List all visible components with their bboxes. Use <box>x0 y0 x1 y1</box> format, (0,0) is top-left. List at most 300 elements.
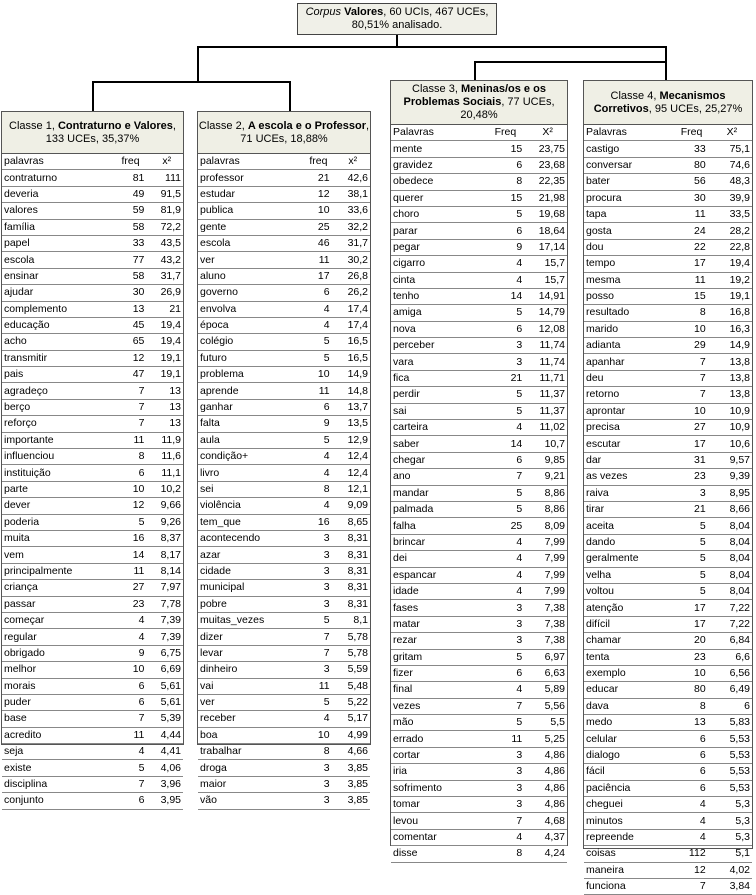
word-cell: tempo <box>584 256 671 272</box>
word-cell: gosta <box>584 223 671 239</box>
chi2-cell: 3,85 <box>336 793 370 809</box>
table-header-row <box>198 154 370 170</box>
chi2-cell: 22,35 <box>528 174 567 190</box>
chi2-cell: 7,99 <box>528 534 567 550</box>
freq-cell: 6 <box>111 694 151 710</box>
freq-cell: 4 <box>111 612 151 628</box>
freq-cell: 5 <box>301 334 335 350</box>
chi2-cell: 6,75 <box>150 645 183 661</box>
word-cell: mente <box>391 141 483 157</box>
chi2-cell: 10,2 <box>150 481 183 497</box>
class-title: Classe 4, Mecanismos Corretivos, 95 UCEs, 25,27% <box>593 89 743 115</box>
freq-cell: 8 <box>483 846 529 862</box>
word-cell: iria <box>391 764 483 780</box>
chi2-cell: 14,91 <box>528 288 567 304</box>
freq-cell: 3 <box>483 780 529 796</box>
freq-cell: 56 <box>671 174 711 190</box>
freq-cell: 11 <box>301 383 335 399</box>
chi2-cell: 8,31 <box>336 563 370 579</box>
freq-cell: 23 <box>111 596 151 612</box>
table-row <box>198 498 370 514</box>
chi2-cell: 13 <box>150 399 183 415</box>
word-cell: rezar <box>391 633 483 649</box>
freq-cell: 16 <box>301 514 335 530</box>
table-row <box>584 797 752 813</box>
table-row <box>584 387 752 403</box>
table-row <box>2 760 183 776</box>
word-cell: dava <box>584 698 671 714</box>
chi2-cell: 8,66 <box>712 501 752 517</box>
table-row <box>2 170 183 186</box>
table-header-row <box>391 125 567 141</box>
table-row <box>584 731 752 747</box>
freq-cell: 8 <box>301 744 335 760</box>
table-row <box>584 206 752 222</box>
table-row <box>391 731 567 747</box>
table-row <box>198 711 370 727</box>
freq-cell: 6 <box>111 465 151 481</box>
table-row <box>584 715 752 731</box>
word-cell: cidade <box>198 563 301 579</box>
word-cell: dando <box>584 534 671 550</box>
table-row <box>2 350 183 366</box>
freq-cell: 59 <box>111 203 151 219</box>
table-row <box>2 432 183 448</box>
chi2-cell: 8,17 <box>150 547 183 563</box>
chi2-cell: 13 <box>150 416 183 432</box>
word-cell: mandar <box>391 485 483 501</box>
tree-left-drop <box>197 46 199 82</box>
word-cell: maior <box>198 776 301 792</box>
chi2-cell: 8,09 <box>528 518 567 534</box>
freq-cell: 10 <box>301 203 335 219</box>
word-cell: conjunto <box>2 793 111 809</box>
table-row <box>2 383 183 399</box>
freq-cell: 6 <box>671 764 711 780</box>
table-row <box>198 367 370 383</box>
freq-cell: 7 <box>111 776 151 792</box>
freq-cell: 5 <box>301 432 335 448</box>
freq-cell: 5 <box>111 514 151 530</box>
table-row <box>391 518 567 534</box>
table-row <box>584 436 752 452</box>
word-cell: velha <box>584 567 671 583</box>
class-title: Classe 3, Meninas/os e os Problemas Sociais, 77 UCEs, 20,48% <box>403 83 555 121</box>
chi2-cell: 8,86 <box>528 485 567 501</box>
freq-cell: 5 <box>671 551 711 567</box>
freq-cell: 7 <box>111 711 151 727</box>
table-row <box>2 744 183 760</box>
chi2-cell: 5,78 <box>336 629 370 645</box>
chi2-cell: 4,06 <box>150 760 183 776</box>
word-cell: mesma <box>584 272 671 288</box>
chi2-cell: 6,63 <box>528 665 567 681</box>
table-row <box>2 678 183 694</box>
chi2-cell: 3,85 <box>336 776 370 792</box>
chi2-cell: 5,3 <box>712 829 752 845</box>
table-row <box>584 698 752 714</box>
word-cell: carteira <box>391 420 483 436</box>
chi2-cell: 5,59 <box>336 662 370 678</box>
chi2-cell: 11,37 <box>528 403 567 419</box>
freq-cell: 5 <box>483 649 529 665</box>
chi2-cell: 26,9 <box>150 285 183 301</box>
chi2-cell: 10,9 <box>712 420 752 436</box>
chi2-cell: 11,1 <box>150 465 183 481</box>
word-cell: cortar <box>391 747 483 763</box>
chi2-cell: 39,9 <box>712 190 752 206</box>
word-cell: deveria <box>2 186 111 202</box>
chi2-cell: 16,5 <box>336 350 370 366</box>
freq-cell: 8 <box>671 305 711 321</box>
chi2-cell: 7,99 <box>528 551 567 567</box>
chi2-cell: 74,6 <box>712 157 752 173</box>
freq-cell: 15 <box>483 141 529 157</box>
word-cell: droga <box>198 760 301 776</box>
word-cell: governo <box>198 285 301 301</box>
table-row <box>391 551 567 567</box>
freq-cell: 4 <box>671 813 711 829</box>
word-cell: problema <box>198 367 301 383</box>
word-table <box>584 125 752 895</box>
freq-cell: 6 <box>671 780 711 796</box>
freq-cell: 11 <box>301 252 335 268</box>
freq-cell: 11 <box>671 206 711 222</box>
word-cell: fizer <box>391 665 483 681</box>
freq-cell: 21 <box>671 501 711 517</box>
table-row <box>198 334 370 350</box>
table-row <box>584 370 752 386</box>
freq-cell: 15 <box>483 190 529 206</box>
word-cell: amiga <box>391 305 483 321</box>
chi2-cell: 8,04 <box>712 583 752 599</box>
freq-cell: 5 <box>111 760 151 776</box>
table-row <box>584 469 752 485</box>
freq-cell: 6 <box>483 321 529 337</box>
word-cell: minutos <box>584 813 671 829</box>
word-cell: atenção <box>584 600 671 616</box>
freq-cell: 3 <box>483 616 529 632</box>
word-cell: família <box>2 219 111 235</box>
freq-cell: 3 <box>301 793 335 809</box>
table-row <box>391 354 567 370</box>
word-cell: brincar <box>391 534 483 550</box>
word-cell: boa <box>198 727 301 743</box>
chi2-cell: 11,6 <box>150 449 183 465</box>
table-row <box>198 432 370 448</box>
freq-cell: 3 <box>301 596 335 612</box>
table-row <box>584 862 752 878</box>
word-cell: aprende <box>198 383 301 399</box>
freq-cell: 7 <box>671 878 711 894</box>
freq-cell: 6 <box>483 665 529 681</box>
word-cell: errado <box>391 731 483 747</box>
chi2-cell: 4,86 <box>528 797 567 813</box>
chi2-cell: 19,2 <box>712 272 752 288</box>
freq-cell: 10 <box>671 403 711 419</box>
freq-cell: 4 <box>483 272 529 288</box>
freq-cell: 7 <box>483 469 529 485</box>
word-cell: saber <box>391 436 483 452</box>
column-header: Palavras <box>584 125 671 141</box>
chi2-cell: 111 <box>150 170 183 186</box>
chi2-cell: 17,14 <box>528 239 567 255</box>
table-row <box>391 223 567 239</box>
table-row <box>198 694 370 710</box>
chi2-cell: 32,2 <box>336 219 370 235</box>
chi2-cell: 9,39 <box>712 469 752 485</box>
chi2-cell: 21 <box>150 301 183 317</box>
freq-cell: 3 <box>483 797 529 813</box>
freq-cell: 3 <box>301 530 335 546</box>
chi2-cell: 18,64 <box>528 223 567 239</box>
chi2-cell: 4,44 <box>150 727 183 743</box>
freq-cell: 10 <box>301 727 335 743</box>
chi2-cell: 26,8 <box>336 268 370 284</box>
table-row <box>584 682 752 698</box>
table-row <box>2 416 183 432</box>
freq-cell: 12 <box>301 186 335 202</box>
word-cell: base <box>2 711 111 727</box>
chi2-cell: 15,7 <box>528 256 567 272</box>
freq-cell: 58 <box>111 219 151 235</box>
word-cell: maneira <box>584 862 671 878</box>
word-cell: as vezes <box>584 469 671 485</box>
chi2-cell: 21,98 <box>528 190 567 206</box>
word-cell: paciência <box>584 780 671 796</box>
freq-cell: 6 <box>483 157 529 173</box>
freq-cell: 11 <box>483 731 529 747</box>
word-cell: levar <box>198 645 301 661</box>
freq-cell: 4 <box>111 629 151 645</box>
word-cell: cigarro <box>391 256 483 272</box>
chi2-cell: 48,3 <box>712 174 752 190</box>
word-cell: condição+ <box>198 449 301 465</box>
chi2-cell: 8,95 <box>712 485 752 501</box>
table-row <box>391 583 567 599</box>
table-row <box>391 600 567 616</box>
word-cell: trabalhar <box>198 744 301 760</box>
column-header: freq <box>111 154 151 170</box>
table-row <box>391 370 567 386</box>
word-cell: geralmente <box>584 551 671 567</box>
chi2-cell: 4,24 <box>528 846 567 862</box>
chi2-cell: 8,14 <box>150 563 183 579</box>
table-row <box>198 285 370 301</box>
word-cell: mão <box>391 715 483 731</box>
word-cell: instituição <box>2 465 111 481</box>
chi2-cell: 10,7 <box>528 436 567 452</box>
table-row <box>198 793 370 809</box>
word-table <box>2 154 183 810</box>
table-row <box>584 174 752 190</box>
chi2-cell: 5,56 <box>528 698 567 714</box>
chi2-cell: 26,2 <box>336 285 370 301</box>
word-cell: aluno <box>198 268 301 284</box>
freq-cell: 3 <box>301 662 335 678</box>
word-cell: bater <box>584 174 671 190</box>
freq-cell: 14 <box>483 288 529 304</box>
table-row <box>391 797 567 813</box>
table-row <box>391 780 567 796</box>
chi2-cell: 12,4 <box>336 465 370 481</box>
chi2-cell: 14,9 <box>712 338 752 354</box>
class-4-column <box>583 80 753 893</box>
tree-top-bar <box>197 46 666 48</box>
freq-cell: 4 <box>301 711 335 727</box>
table-row <box>584 649 752 665</box>
freq-cell: 12 <box>671 862 711 878</box>
chi2-cell: 33,6 <box>336 203 370 219</box>
chi2-cell: 16,8 <box>712 305 752 321</box>
freq-cell: 6 <box>111 793 151 809</box>
freq-cell: 4 <box>483 682 529 698</box>
chi2-cell: 11,9 <box>150 432 183 448</box>
freq-cell: 5 <box>671 534 711 550</box>
word-cell: nova <box>391 321 483 337</box>
freq-cell: 10 <box>111 481 151 497</box>
freq-cell: 7 <box>671 387 711 403</box>
word-cell: vezes <box>391 698 483 714</box>
word-cell: regular <box>2 629 111 645</box>
table-row <box>584 190 752 206</box>
freq-cell: 3 <box>301 760 335 776</box>
class-header <box>584 81 752 125</box>
freq-cell: 17 <box>671 256 711 272</box>
freq-cell: 27 <box>111 580 151 596</box>
table-row <box>391 682 567 698</box>
freq-cell: 112 <box>671 846 711 862</box>
freq-cell: 4 <box>301 301 335 317</box>
table-row <box>2 498 183 514</box>
freq-cell: 7 <box>671 370 711 386</box>
freq-cell: 5 <box>483 403 529 419</box>
freq-cell: 80 <box>671 682 711 698</box>
chi2-cell: 19,1 <box>150 367 183 383</box>
word-cell: ganhar <box>198 399 301 415</box>
word-cell: aprontar <box>584 403 671 419</box>
table-row <box>391 567 567 583</box>
word-cell: obedece <box>391 174 483 190</box>
chi2-cell: 5,53 <box>712 780 752 796</box>
chi2-cell: 5,48 <box>336 678 370 694</box>
freq-cell: 11 <box>111 727 151 743</box>
word-cell: castigo <box>584 141 671 157</box>
freq-cell: 58 <box>111 268 151 284</box>
word-cell: coisas <box>584 846 671 862</box>
chi2-cell: 5,89 <box>528 682 567 698</box>
table-row <box>391 813 567 829</box>
table-row <box>391 174 567 190</box>
freq-cell: 17 <box>671 600 711 616</box>
table-row <box>2 203 183 219</box>
table-row <box>198 596 370 612</box>
table-row <box>198 252 370 268</box>
word-cell: vai <box>198 678 301 694</box>
word-cell: educar <box>584 682 671 698</box>
freq-cell: 3 <box>301 776 335 792</box>
freq-cell: 5 <box>483 305 529 321</box>
freq-cell: 4 <box>483 551 529 567</box>
word-cell: acho <box>2 334 111 350</box>
chi2-cell: 91,5 <box>150 186 183 202</box>
freq-cell: 10 <box>671 665 711 681</box>
table-row <box>584 452 752 468</box>
chi2-cell: 7,38 <box>528 633 567 649</box>
chi2-cell: 6,49 <box>712 682 752 698</box>
word-cell: falha <box>391 518 483 534</box>
word-cell: colégio <box>198 334 301 350</box>
word-cell: violência <box>198 498 301 514</box>
chi2-cell: 5,22 <box>336 694 370 710</box>
freq-cell: 8 <box>483 174 529 190</box>
word-cell: poderia <box>2 514 111 530</box>
word-cell: dizer <box>198 629 301 645</box>
word-cell: resultado <box>584 305 671 321</box>
chi2-cell: 5,1 <box>712 846 752 862</box>
table-row <box>2 399 183 415</box>
word-cell: idade <box>391 583 483 599</box>
word-cell: dou <box>584 239 671 255</box>
freq-cell: 33 <box>111 235 151 251</box>
chi2-cell: 8,1 <box>336 612 370 628</box>
chi2-cell: 7,22 <box>712 600 752 616</box>
chi2-cell: 3,85 <box>336 760 370 776</box>
table-row <box>2 481 183 497</box>
freq-cell: 29 <box>671 338 711 354</box>
word-cell: parar <box>391 223 483 239</box>
table-row <box>391 387 567 403</box>
table-row <box>391 501 567 517</box>
freq-cell: 5 <box>483 206 529 222</box>
freq-cell: 65 <box>111 334 151 350</box>
chi2-cell: 43,2 <box>150 252 183 268</box>
chi2-cell: 5,3 <box>712 813 752 829</box>
word-cell: papel <box>2 235 111 251</box>
table-row <box>198 268 370 284</box>
table-row <box>2 662 183 678</box>
chi2-cell: 19,4 <box>712 256 752 272</box>
freq-cell: 5 <box>671 567 711 583</box>
table-row <box>198 235 370 251</box>
chi2-cell: 13,8 <box>712 370 752 386</box>
word-cell: palmada <box>391 501 483 517</box>
freq-cell: 7 <box>111 399 151 415</box>
word-cell: retorno <box>584 387 671 403</box>
word-cell: ajudar <box>2 285 111 301</box>
chi2-cell: 28,2 <box>712 223 752 239</box>
chi2-cell: 9,21 <box>528 469 567 485</box>
word-cell: matar <box>391 616 483 632</box>
chi2-cell: 5,83 <box>712 715 752 731</box>
chi2-cell: 6,97 <box>528 649 567 665</box>
chi2-cell: 9,26 <box>150 514 183 530</box>
word-cell: marido <box>584 321 671 337</box>
word-cell: tomar <box>391 797 483 813</box>
class-title: Classe 2, A escola e o Professor, 71 UCEs, 18,88% <box>198 119 370 145</box>
column-header: x² <box>150 154 183 170</box>
freq-cell: 3 <box>483 354 529 370</box>
table-row <box>391 469 567 485</box>
word-cell: tirar <box>584 501 671 517</box>
chi2-cell: 11,74 <box>528 338 567 354</box>
tree-right-bar <box>474 61 667 63</box>
freq-cell: 23 <box>671 649 711 665</box>
chi2-cell: 9,57 <box>712 452 752 468</box>
word-cell: dar <box>584 452 671 468</box>
chi2-cell: 8,04 <box>712 534 752 550</box>
chi2-cell: 6,56 <box>712 665 752 681</box>
